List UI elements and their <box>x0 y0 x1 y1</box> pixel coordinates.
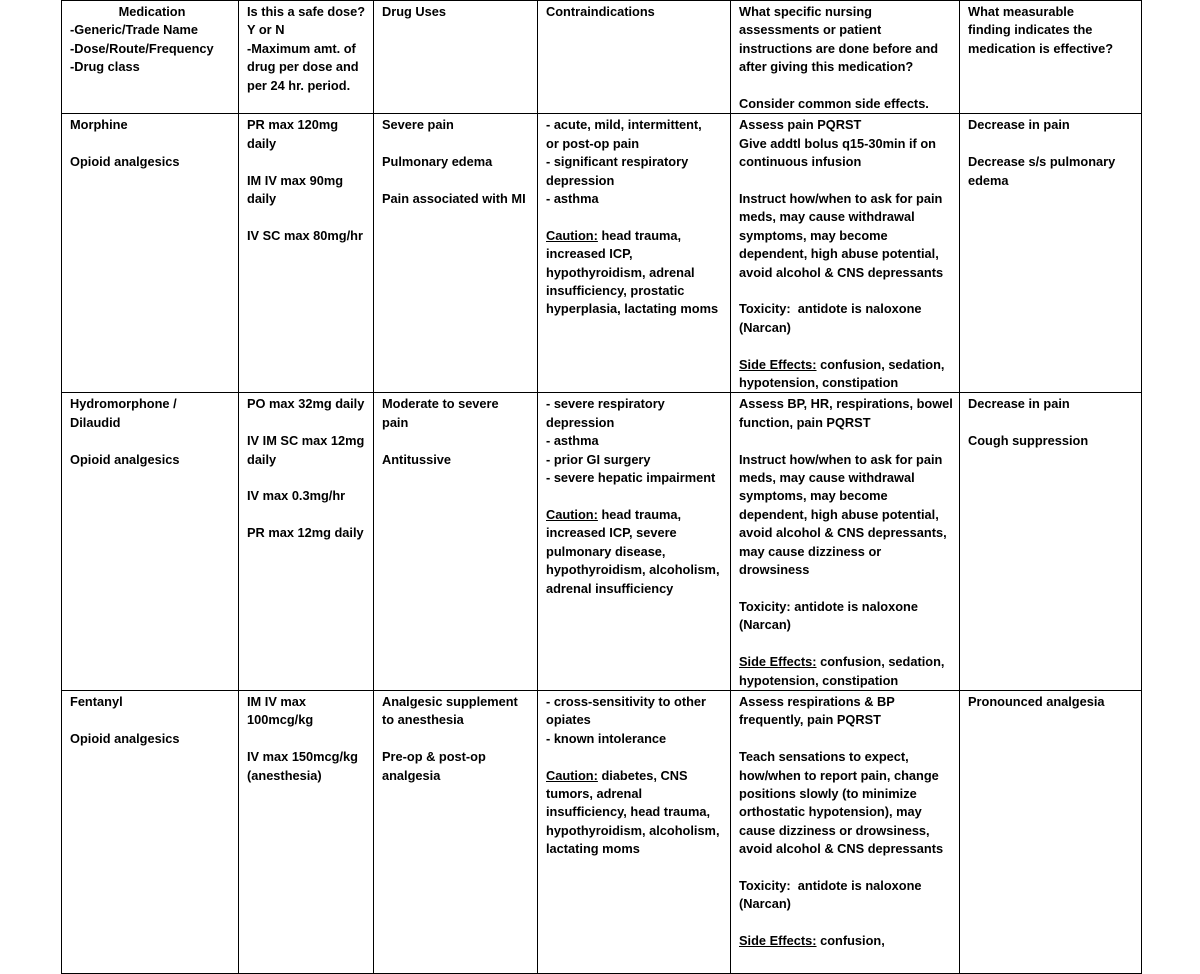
caution-text: tumors, adrenal <box>546 785 643 801</box>
dose-line: IM IV max <box>247 693 307 709</box>
caution-text: head trauma, <box>597 227 682 243</box>
contra-line: - prior GI surgery <box>546 451 651 467</box>
header-text: drug per dose and <box>247 59 359 75</box>
use-line: Pulmonary edema <box>382 154 493 170</box>
header-row <box>62 1 1142 114</box>
caution-text: lactating moms <box>546 841 640 857</box>
use-line: analgesia <box>382 767 441 783</box>
nursing-line: (Narcan) <box>739 896 791 912</box>
header-text: per 24 hr. period. <box>247 77 351 93</box>
dose-line: daily <box>247 135 277 151</box>
caution-text: hyperplasia, lactating moms <box>546 301 719 317</box>
header-drug-uses <box>374 1 538 114</box>
cell-measurable <box>960 393 1142 690</box>
use-line: Antitussive <box>382 451 451 467</box>
header-text: after giving this medication? <box>739 59 914 75</box>
side-effects-text: confusion, sedation, <box>816 356 945 372</box>
table-row <box>62 114 1142 393</box>
dose-line: IV IM SC max 12mg <box>247 433 365 449</box>
header-text: -Drug class <box>70 59 140 75</box>
contra-line: - significant respiratory <box>546 154 689 170</box>
nursing-line: continuous infusion <box>739 154 862 170</box>
contra-line: - asthma <box>546 433 599 449</box>
cell-measurable <box>960 114 1142 393</box>
use-line: Pain associated with MI <box>382 191 526 207</box>
nursing-line: dependent, high abuse potential, <box>739 506 939 522</box>
header-text: Consider common side effects. <box>739 96 929 112</box>
cell-nursing <box>731 393 960 690</box>
use-line: pain <box>382 414 409 430</box>
caution-text: hypothyroidism, alcoholism, <box>546 562 720 578</box>
measurable-line: Cough suppression <box>968 433 1089 449</box>
cell-medication <box>62 690 239 973</box>
header-text: Medication <box>118 4 186 19</box>
dose-line: IV max 0.3mg/hr <box>247 488 346 504</box>
cell-medication <box>62 114 239 393</box>
cell-nursing <box>731 114 960 393</box>
measurable-line: Pronounced analgesia <box>968 693 1105 709</box>
caution-text: diabetes, CNS <box>597 767 688 783</box>
nursing-line: function, pain PQRST <box>739 414 871 430</box>
header-text: Drug Uses <box>382 4 447 19</box>
side-effects-label: Side Effects: <box>739 654 817 670</box>
nursing-line: orthostatic hypotension), may <box>739 804 922 820</box>
contra-line: - severe hepatic impairment <box>546 470 716 486</box>
drug-name: Dilaudid <box>70 414 121 430</box>
side-effects-text: confusion, sedation, <box>816 654 945 670</box>
drug-name: Hydromorphone / <box>70 396 177 412</box>
header-medication <box>62 1 239 114</box>
contra-line: depression <box>546 414 615 430</box>
drug-name: Fentanyl <box>70 693 123 709</box>
contra-line: or post-op pain <box>546 135 640 151</box>
cell-medication <box>62 393 239 690</box>
cell-contraindications <box>538 114 731 393</box>
use-line: to anesthesia <box>382 712 464 728</box>
header-text: What specific nursing <box>739 4 872 19</box>
contra-line: - cross-sensitivity to other <box>546 693 706 709</box>
caution-text: increased ICP, severe <box>546 525 677 541</box>
dose-line: PO max 32mg daily <box>247 396 365 412</box>
header-safe-dose <box>239 1 374 114</box>
contra-line: - asthma <box>546 191 599 207</box>
nursing-line: may cause dizziness or drowsiness <box>739 543 885 578</box>
caution-line <box>546 767 726 785</box>
contra-line: depression <box>546 172 615 188</box>
measurable-line: edema <box>968 172 1009 188</box>
caution-line <box>546 227 726 245</box>
nursing-line: symptoms, may become <box>739 227 888 243</box>
dose-line: daily <box>247 451 277 467</box>
cell-drug-uses <box>374 690 538 973</box>
nursing-line: how/when to report pain, change <box>739 767 939 783</box>
nursing-line: Give addtl bolus q15-30min if on <box>739 135 936 151</box>
caution-text: head trauma, <box>597 506 682 522</box>
use-line: Pre-op & post-op <box>382 749 486 765</box>
dose-line: IV max 150mcg/kg <box>247 749 358 765</box>
cell-drug-uses <box>374 393 538 690</box>
nursing-line: avoid alcohol & CNS depressants, <box>739 525 947 541</box>
cell-safe-dose <box>239 690 374 973</box>
nursing-line: meds, may cause withdrawal <box>739 470 915 486</box>
dose-line: (anesthesia) <box>247 767 322 783</box>
nursing-line: Teach sensations to expect, <box>739 749 909 765</box>
nursing-line: Toxicity: antidote is naloxone <box>739 301 922 317</box>
nursing-line: Toxicity: antidote is naloxone <box>739 598 918 614</box>
caution-line <box>546 506 726 524</box>
side-effects-label: Side Effects: <box>739 356 817 372</box>
nursing-line: cause dizziness or drowsiness, <box>739 822 930 838</box>
dose-line: daily <box>247 191 277 207</box>
nursing-line: Toxicity: antidote is naloxone <box>739 877 922 893</box>
side-effects-line <box>739 653 955 671</box>
side-effects-text: hypotension, constipation <box>739 375 899 391</box>
caution-text: hypothyroidism, adrenal <box>546 264 695 280</box>
dose-line: PR max 12mg daily <box>247 525 364 541</box>
nursing-line: avoid alcohol & CNS depressants <box>739 841 944 857</box>
nursing-line: Assess pain PQRST <box>739 117 862 133</box>
side-effects-line <box>739 932 955 950</box>
header-text: -Generic/Trade Name <box>70 22 199 38</box>
nursing-line: positions slowly (to minimize <box>739 785 917 801</box>
table-row <box>62 690 1142 973</box>
header-text: Is this a safe dose? <box>247 4 366 19</box>
drug-class: Opioid analgesics <box>70 451 180 467</box>
header-text: -Maximum amt. of <box>247 40 356 56</box>
nursing-line: (Narcan) <box>739 319 791 335</box>
caution-text: insufficiency, prostatic <box>546 283 685 299</box>
cell-contraindications <box>538 690 731 973</box>
side-effects-line <box>739 356 955 374</box>
caution-text: pulmonary disease, <box>546 543 666 559</box>
use-line: Severe pain <box>382 117 454 133</box>
caution-text: adrenal insufficiency <box>546 580 674 596</box>
header-text: What measurable <box>968 4 1074 19</box>
measurable-line: Decrease s/s pulmonary <box>968 154 1116 170</box>
drug-class: Opioid analgesics <box>70 154 180 170</box>
dose-line: PR max 120mg <box>247 117 339 133</box>
side-effects-label: Side Effects: <box>739 933 817 949</box>
nursing-line: dependent, high abuse potential, <box>739 246 939 262</box>
nursing-line: Instruct how/when to ask for pain <box>739 191 943 207</box>
contra-line: - acute, mild, intermittent, <box>546 117 702 133</box>
header-text: Contraindications <box>546 4 655 19</box>
cell-measurable <box>960 690 1142 973</box>
drug-table <box>61 0 1142 974</box>
caution-label: Caution: <box>546 227 598 243</box>
caution-label: Caution: <box>546 506 598 522</box>
drug-name: Morphine <box>70 117 128 133</box>
measurable-line: Decrease in pain <box>968 117 1070 133</box>
nursing-line: meds, may cause withdrawal <box>739 209 915 225</box>
cell-drug-uses <box>374 114 538 393</box>
side-effects-text: hypotension, constipation <box>739 672 899 688</box>
table-row <box>62 393 1142 690</box>
nursing-line: symptoms, may become <box>739 488 888 504</box>
cell-nursing <box>731 690 960 973</box>
side-effects-text: confusion, <box>816 933 885 949</box>
header-text: instructions are done before and <box>739 40 939 56</box>
caution-text: hypothyroidism, alcoholism, <box>546 822 720 838</box>
dose-line: 100mcg/kg <box>247 712 314 728</box>
header-text: assessments or patient <box>739 22 882 38</box>
header-measurable <box>960 1 1142 114</box>
header-contraindications <box>538 1 731 114</box>
header-text: -Dose/Route/Frequency <box>70 40 214 56</box>
contra-line: - severe respiratory <box>546 396 665 412</box>
nursing-line: Assess BP, HR, respirations, bowel <box>739 396 953 412</box>
contra-line: opiates <box>546 712 591 728</box>
header-text: Y or N <box>247 22 285 38</box>
dose-line: IM IV max 90mg <box>247 172 344 188</box>
caution-label: Caution: <box>546 767 598 783</box>
cell-safe-dose <box>239 114 374 393</box>
caution-text: insufficiency, head trauma, <box>546 804 711 820</box>
header-text: medication is effective? <box>968 40 1114 56</box>
use-line: Moderate to severe <box>382 396 499 412</box>
measurable-line: Decrease in pain <box>968 396 1070 412</box>
header-nursing <box>731 1 960 114</box>
cell-contraindications <box>538 393 731 690</box>
nursing-line: Instruct how/when to ask for pain <box>739 451 943 467</box>
nursing-line: avoid alcohol & CNS depressants <box>739 264 944 280</box>
header-text: finding indicates the <box>968 22 1093 38</box>
nursing-line: Assess respirations & BP <box>739 693 895 709</box>
cell-safe-dose <box>239 393 374 690</box>
caution-text: increased ICP, <box>546 246 633 262</box>
drug-class: Opioid analgesics <box>70 730 180 746</box>
dose-line: IV SC max 80mg/hr <box>247 227 363 243</box>
nursing-line: frequently, pain PQRST <box>739 712 881 728</box>
use-line: Analgesic supplement <box>382 693 518 709</box>
contra-line: - known intolerance <box>546 730 667 746</box>
nursing-line: (Narcan) <box>739 617 791 633</box>
